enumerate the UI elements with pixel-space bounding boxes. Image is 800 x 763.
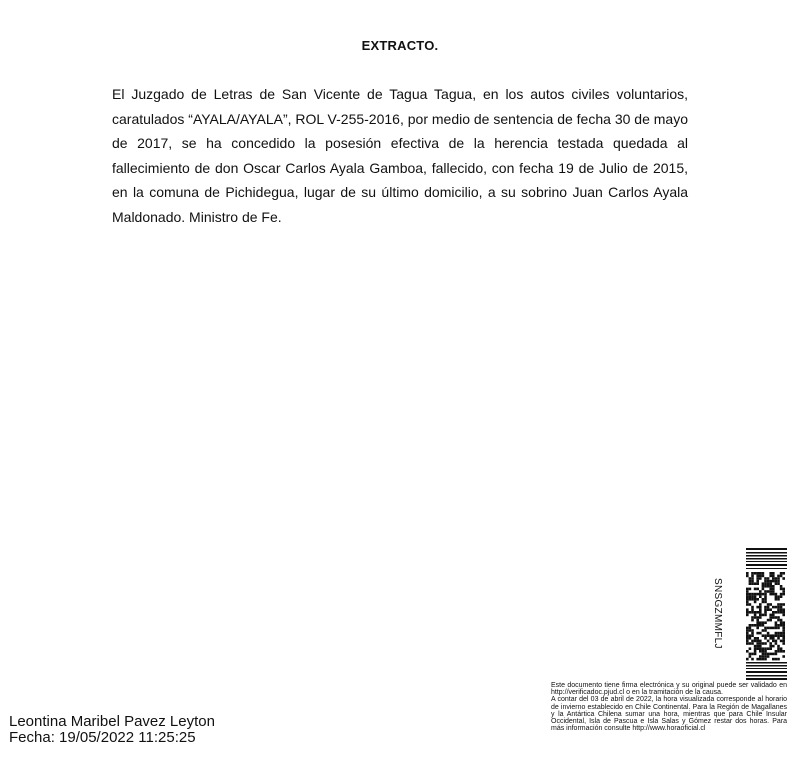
signer-name: Leontina Maribel Pavez Leyton	[9, 713, 215, 730]
notice-signature-text: Este documento tiene firma electrónica y su original puede ser validado en http://verificadoc.pjud.cl o en la tramitación de la causa.	[551, 682, 787, 697]
signer-block	[9, 714, 215, 746]
notice-time-text: A contar del 03 de abril de 2022, la hora visualizada corresponde al horario de invierno establecido en Chile Continental. Para la Región de Magallanes y la Antártica Chilena sumar una hora, mientras que para Chile Insular Occidental, Isla de Pascua e Isla Salas y Gómez restar dos horas. Para más información consulte http://www.horaoficial.cl	[551, 696, 787, 733]
verification-code: SNSGZMMFLJ	[712, 578, 723, 649]
verification-block	[735, 548, 787, 680]
signature-date: Fecha: 19/05/2022 11:25:25	[9, 729, 196, 746]
document-body: El Juzgado de Letras de San Vicente de Tagua Tagua, en los autos civiles voluntarios, caratulados “AYALA/AYALA”, ROL V-255-2016, por medio de sentencia de fecha 30 de mayo de 2017, se ha concedido la posesión efectiva de la herencia testada quedada al fallecimiento de don Oscar Carlos Ayala Gamboa, fallecido, con fecha 19 de Julio de 2015, en la comuna de Pichidegua, lugar de su último domicilio, a su sobrino Juan Carlos Ayala Maldonado. Ministro de Fe.	[112, 86, 688, 225]
document-title: EXTRACTO.	[361, 38, 439, 53]
pdf417-barcode-icon	[746, 548, 787, 680]
verification-notice	[551, 682, 787, 732]
